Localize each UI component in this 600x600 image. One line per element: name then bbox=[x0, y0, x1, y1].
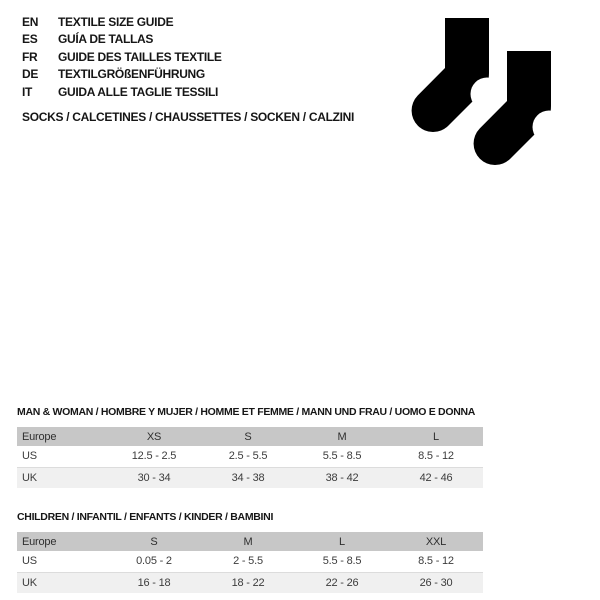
size-column-header: M bbox=[337, 430, 347, 443]
size-value: 42 - 46 bbox=[419, 471, 453, 484]
region-column-header: Europe bbox=[22, 430, 57, 443]
language-code: DE bbox=[22, 67, 39, 82]
size-table-section-children bbox=[17, 510, 483, 593]
size-value: 8.5 - 12 bbox=[418, 555, 454, 568]
header-row bbox=[17, 532, 483, 551]
size-column-header: L bbox=[433, 430, 439, 443]
language-list bbox=[22, 13, 222, 101]
size-row-us bbox=[17, 551, 483, 572]
size-value: 18 - 22 bbox=[231, 576, 265, 589]
size-value: 0.05 - 2 bbox=[136, 555, 172, 568]
region-column-header: Europe bbox=[22, 535, 57, 548]
size-row-uk bbox=[17, 572, 483, 593]
size-value: 5.5 - 8.5 bbox=[322, 555, 362, 568]
size-column-header: S bbox=[150, 535, 158, 548]
size-column-header: M bbox=[243, 535, 253, 548]
size-value: 22 - 26 bbox=[325, 576, 359, 589]
size-value: 34 - 38 bbox=[231, 471, 265, 484]
region-label: US bbox=[22, 555, 37, 568]
size-column-header: XXL bbox=[425, 535, 447, 548]
size-value: 38 - 42 bbox=[325, 471, 359, 484]
language-code: FR bbox=[22, 49, 38, 64]
table-title-man-woman: MAN & WOMAN / HOMBRE Y MUJER / HOMME ET FEMME / MANN UND FRAU / UOMO E DONNA bbox=[17, 406, 476, 418]
language-row bbox=[22, 13, 222, 31]
language-label: GUÍA DE TALLAS bbox=[58, 32, 154, 47]
size-row-us bbox=[17, 446, 483, 467]
size-column-header: XS bbox=[146, 430, 162, 443]
header-row bbox=[17, 427, 483, 446]
language-row bbox=[22, 31, 222, 49]
size-column-header: S bbox=[244, 430, 252, 443]
language-label: TEXTILE SIZE GUIDE bbox=[58, 14, 174, 29]
region-label: UK bbox=[22, 576, 37, 589]
size-row-uk bbox=[17, 467, 483, 488]
size-value: 12.5 - 2.5 bbox=[131, 450, 177, 463]
size-value: 2 - 5.5 bbox=[233, 555, 263, 568]
language-label: GUIDA ALLE TAGLIE TESSILI bbox=[58, 84, 219, 99]
size-value: 30 - 34 bbox=[137, 471, 171, 484]
language-row bbox=[22, 83, 222, 101]
language-code: EN bbox=[22, 14, 39, 29]
language-code: ES bbox=[22, 32, 38, 47]
size-value: 5.5 - 8.5 bbox=[322, 450, 362, 463]
size-table-children bbox=[17, 532, 483, 593]
size-value: 8.5 - 12 bbox=[418, 450, 454, 463]
size-value: 26 - 30 bbox=[419, 576, 453, 589]
size-table-section-man-woman bbox=[17, 405, 483, 488]
language-row bbox=[22, 48, 222, 66]
language-label: TEXTILGRÖßENFÜHRUNG bbox=[58, 67, 205, 82]
socks-icon bbox=[401, 12, 567, 180]
table-title-children: CHILDREN / INFANTIL / ENFANTS / KINDER / BAMBINI bbox=[17, 511, 274, 523]
size-value: 2.5 - 5.5 bbox=[228, 450, 268, 463]
region-label: UK bbox=[22, 471, 37, 484]
region-label: US bbox=[22, 450, 37, 463]
language-code: IT bbox=[22, 84, 33, 99]
language-label: GUIDE DES TAILLES TEXTILE bbox=[58, 49, 222, 64]
size-table-man-woman bbox=[17, 427, 483, 488]
language-row bbox=[22, 66, 222, 84]
size-value: 16 - 18 bbox=[137, 576, 171, 589]
sock-back bbox=[412, 18, 504, 132]
size-column-header: L bbox=[339, 535, 345, 548]
category-title: SOCKS / CALCETINES / CHAUSSETTES / SOCKEN / CALZINI bbox=[22, 110, 355, 124]
